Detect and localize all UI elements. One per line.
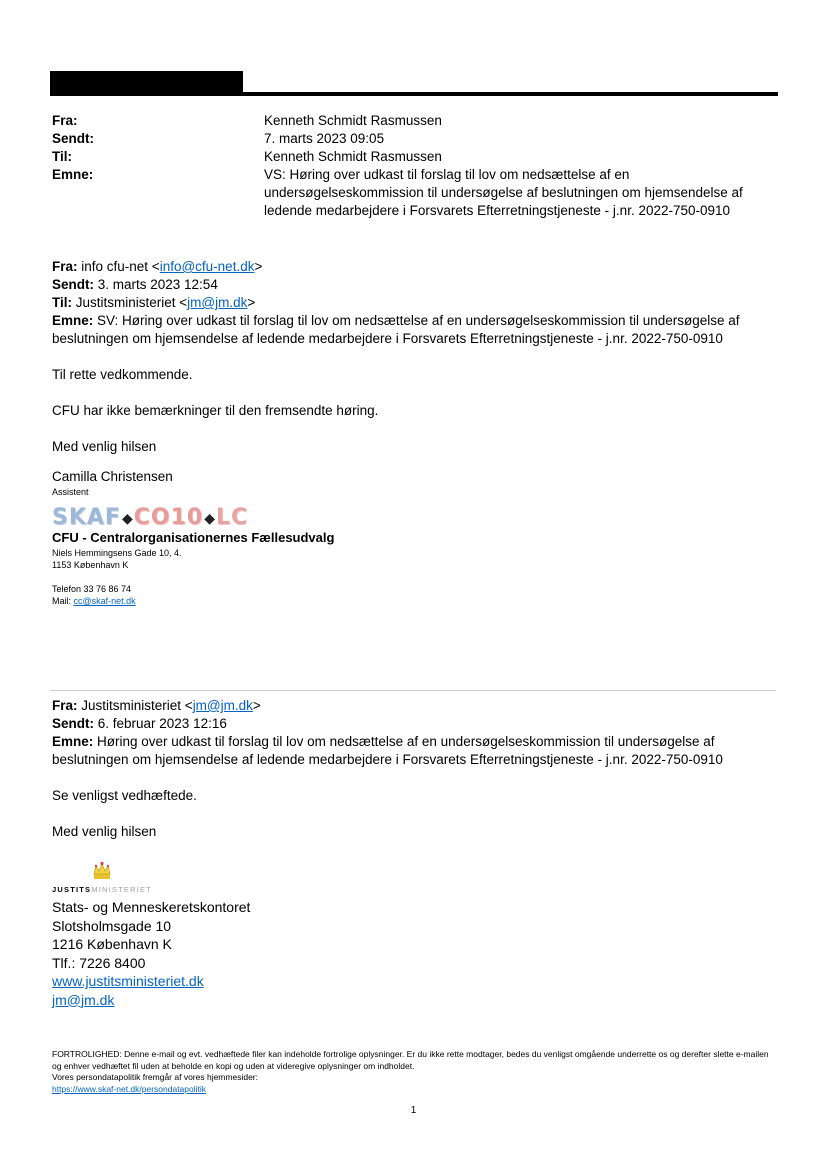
logo-separator-icon: ◆ [204, 510, 215, 526]
confidentiality-footer [52, 1049, 772, 1095]
from-label: Fra: [52, 259, 78, 274]
closing: Med venlig hilsen [52, 439, 157, 454]
header-label: Fra: [52, 113, 78, 128]
subject-label: Emne: [52, 734, 94, 749]
logo-word-b: MINISTERIET [91, 885, 152, 894]
office-name: Stats- og Menneskeretskontoret [52, 899, 251, 915]
header-value: VS: Høring over udkast til forslag til lov om nedsættelse af en undersøgelseskommission til undersøgelse af beslutningen om hjemsendelse af ledende medarbejdere i Forsvarets Efterretningstjeneste - j.nr. 2022-750-0910 [264, 167, 743, 218]
to-email-link[interactable]: jm@jm.dk [187, 295, 248, 310]
sender-name: Camilla Christensen [52, 469, 173, 484]
message-original [52, 697, 778, 841]
from-label: Fra: [52, 698, 78, 713]
bracket: > [247, 295, 256, 310]
forward-header [52, 112, 772, 220]
logo-word-a: JUSTITS [52, 885, 92, 894]
mail-label: Mail: [52, 596, 74, 606]
body-text: Se venligst vedhæftede. [52, 788, 197, 803]
body-text: CFU har ikke bemærkninger til den fremsendte høring. [52, 403, 379, 418]
footer-policy-link[interactable]: https://www.skaf-net.dk/persondatapolitik [52, 1083, 207, 1094]
to-label: Til: [52, 295, 72, 310]
bracket: > [254, 259, 263, 274]
header-row-sent [52, 130, 772, 148]
header-rule [50, 92, 778, 96]
header-row-from [52, 112, 772, 130]
logo-separator-icon: ◆ [121, 510, 133, 526]
redaction-bar [50, 71, 243, 93]
sent-value: 6. februar 2023 12:16 [94, 716, 227, 731]
office-phone: Tlf.: 7226 8400 [52, 954, 146, 971]
closing: Med venlig hilsen [52, 824, 157, 839]
page-number: 1 [410, 1105, 417, 1116]
logo-part-skaf: SKAF [52, 505, 121, 530]
subject-value: SV: Høring over udkast til forslag til lov om nedsættelse af en undersøgelseskommission til undersøgelse af beslutningen om hjemsendelse af ledende medarbejdere i Forsvarets Efterretningstjeneste - j.nr. 2022-750-0910 [52, 313, 740, 346]
logo-part-lc: LC [215, 505, 249, 530]
org-address-2: 1153 København K [52, 560, 129, 570]
justitsministeriet-logo [52, 885, 152, 894]
footer-policy-text: Vores persondatapolitik fremgår af vores hjemmesider: [52, 1072, 258, 1082]
org-address-1: Niels Hemmingsens Gade 10, 4. [52, 548, 182, 558]
office-street: Slotsholmsgade 10 [52, 917, 172, 934]
logo-part-co10: CO10 [133, 505, 204, 530]
org-phone: Telefon 33 76 86 74 [52, 584, 132, 594]
crown-icon [91, 860, 113, 882]
msg1-to-line [52, 294, 778, 312]
org-name: CFU - Centralorganisationernes Fællesudvalg [52, 530, 335, 545]
msg1-from-line [52, 258, 778, 276]
msg2-subject-line [52, 733, 778, 769]
header-value: Kenneth Schmidt Rasmussen [264, 113, 442, 128]
from-name: info cfu-net < [77, 259, 160, 274]
office-city: 1216 København K [52, 936, 172, 952]
org-mail-line [52, 595, 778, 607]
to-name: Justitsministeriet < [72, 295, 188, 310]
header-row-subject [52, 166, 772, 220]
header-label: Emne: [52, 167, 94, 182]
msg1-sent-line [52, 276, 778, 294]
msg2-from-line [52, 697, 778, 715]
bracket: > [252, 698, 261, 713]
office-email-link[interactable]: jm@jm.dk [52, 991, 115, 1008]
message-cfu-reply [52, 258, 778, 607]
header-value: Kenneth Schmidt Rasmussen [264, 149, 442, 164]
office-web-link[interactable]: www.justitsministeriet.dk [52, 973, 204, 989]
sent-label: Sendt: [52, 716, 94, 731]
greeting: Til rette vedkommende. [52, 367, 193, 382]
header-row-to [52, 148, 772, 166]
header-value: 7. marts 2023 09:05 [264, 131, 385, 146]
from-name: Justitsministeriet < [77, 698, 193, 713]
footer-notice: FORTROLIGHED: Denne e-mail og evt. vedhæftede filer kan indeholde fortrolige oplysninger. Er du ikke rette modtager, bedes du venligst omgående underrette os og derefter slette e-mailen og enhver vedhæftet fil uden at beholde en kopi og uden at videregive oplysninger om indholdet. [52, 1049, 769, 1071]
sender-title: Assistent [52, 487, 89, 497]
header-label: Sendt: [52, 131, 94, 146]
org-mail-link[interactable]: cc@skaf-net.dk [73, 596, 136, 606]
sent-label: Sendt: [52, 277, 94, 292]
sent-value: 3. marts 2023 12:54 [94, 277, 218, 292]
subject-value: Høring over udkast til forslag til lov om nedsættelse af en undersøgelseskommission til undersøgelse af beslutningen om hjemsendelse af ledende medarbejdere i Forsvarets Efterretningstjeneste - j.nr. 2022-750-0910 [52, 734, 723, 767]
jm-signature [52, 898, 778, 1009]
from-email-link[interactable]: jm@jm.dk [192, 698, 253, 713]
from-email-link[interactable]: info@cfu-net.dk [159, 259, 255, 274]
msg1-subject-line [52, 312, 778, 348]
header-label: Til: [52, 149, 72, 164]
message-separator [50, 690, 776, 691]
subject-label: Emne: [52, 313, 94, 328]
skaf-logo [52, 507, 778, 529]
msg2-sent-line [52, 715, 778, 733]
